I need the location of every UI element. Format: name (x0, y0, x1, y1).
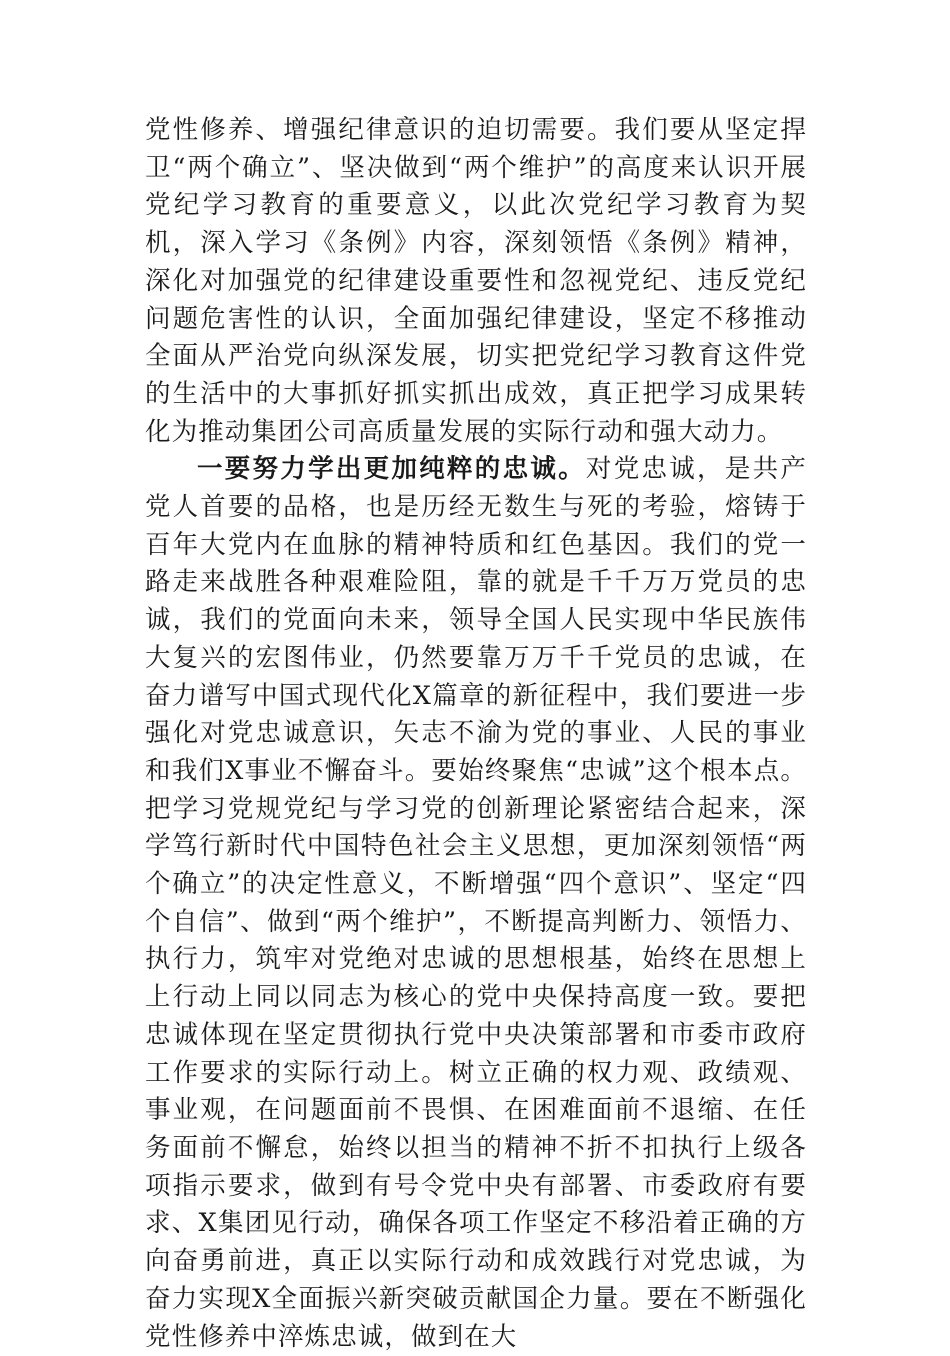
paragraph-2 (145, 451, 807, 1356)
document-body (145, 112, 807, 1356)
paragraph-1: 党性修养、增强纪律意识的迫切需要。我们要从坚定捍卫“两个确立”、坚决做到“两个维护”的高度来认识开展党纪学习教育的重要意义，以此次党纪学习教育为契机，深入学习《条例》内容，深刻领悟《条例》精神，深化对加强党的纪律建设重要性和忽视党纪、违反党纪问题危害性的认识，全面加强纪律建设，坚定不移推动全面从严治党向纵深发展，切实把党纪学习教育这件党的生活中的大事抓好抓实抓出成效，真正把学习成果转化为推动集团公司高质量发展的实际行动和强大动力。 (145, 115, 807, 447)
paragraph-2-lead: 一要努力学出更加纯粹的忠诚。 (197, 454, 586, 485)
paragraph-2-body: 对党忠诚，是共产党人首要的品格，也是历经无数生与死的考验，熔铸于百年大党内在血脉的精神特质和红色基因。我们的党一路走来战胜各种艰难险阻，靠的就是千千万万党员的忠诚，我们的党面向未来，领导全国人民实现中华民族伟大复兴的宏图伟业，仍然要靠万万千千党员的忠诚，在奋力谱写中国式现代化X篇章的新征程中，我们要进一步强化对党忠诚意识，矢志不渝为党的事业、人民的事业和我们X事业不懈奋斗。要始终聚焦“忠诚”这个根本点。把学习党规党纪与学习党的创新理论紧密结合起来，深学笃行新时代中国特色社会主义思想，更加深刻领悟“两个确立”的决定性意义，不断增强“四个意识”、坚定“四个自信”、做到“两个维护”，不断提高判断力、领悟力、执行力，筑牢对党绝对忠诚的思想根基，始终在思想上上行动上同以同志为核心的党中央保持高度一致。要把忠诚体现在坚定贯彻执行党中央决策部署和市委市政府工作要求的实际行动上。树立正确的权力观、政绩观、事业观，在问题面前不畏惧、在困难面前不退缩、在任务面前不懈怠，始终以担当的精神不折不扣执行上级各项指示要求，做到有号令党中央有部署、市委政府有要求、X集团见行动，确保各项工作坚定不移沿着正确的方向奋勇前进，真正以实际行动和成效践行对党忠诚，为奋力实现X全面振兴新突破贡献国企力量。要在不断强化党性修养中淬炼忠诚，做到在大 (145, 454, 807, 1352)
